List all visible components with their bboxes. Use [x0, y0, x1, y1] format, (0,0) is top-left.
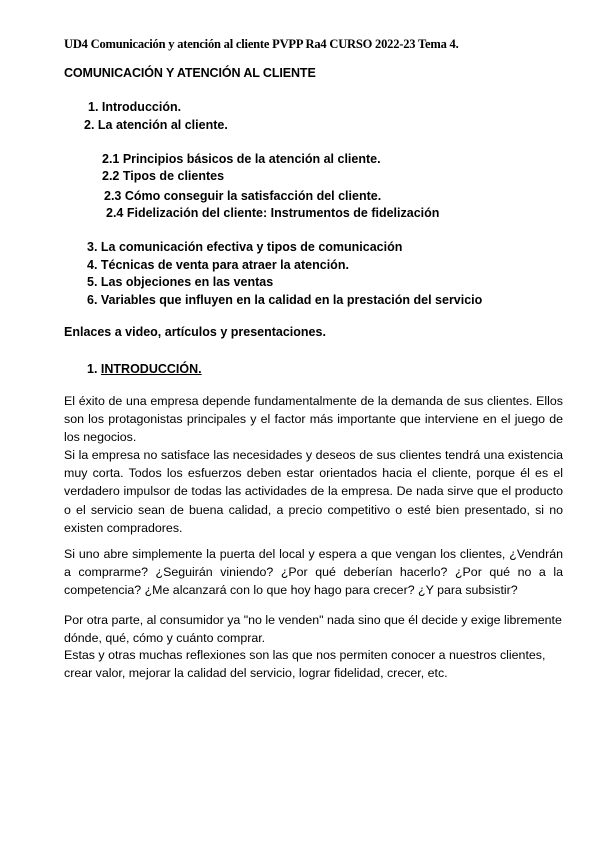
- header-title: UD4 Comunicación y atención al cliente PVPP Ra4 CURSO 2022-23 Tema 4.: [64, 37, 459, 51]
- paragraph-consumidor-line2: dónde, qué, cómo y cuánto comprar.: [64, 631, 266, 645]
- paragraph-consumidor-line1: Por otra parte, al consumidor ya "no le venden" nada sino que él decide y exige libremente: [64, 613, 562, 627]
- section-heading-introduccion: [87, 362, 202, 376]
- toc-item-objeciones: 5. Las objeciones en las ventas: [87, 275, 274, 289]
- paragraph-exito-empresa: El éxito de una empresa depende fundamentalmente de la demanda de sus clientes. Ellos son los protagonistas principales y el factor más importante que interviene en el juego de los negocios.: [64, 394, 563, 445]
- paragraph-preguntas: Si uno abre simplemente la puerta del local y espera a que vengan los clientes, ¿Vendrán a comprarme? ¿Seguirán viniendo? ¿Por qué deberían hacerlo? ¿Por qué no a la competencia? ¿Me alcanzará con lo que hoy hago para crecer? ¿Y para subsistir?: [64, 547, 563, 598]
- paragraph-necesidades: Si la empresa no satisface las necesidades y deseos de sus clientes tendrá una existencia muy corta. Todos los esfuerzos deben estar orientados hacia el cliente, porque él es el verdadero impulsor de todas las actividades de la empresa. De nada sirve que el producto o el servicio sean de buena calidad, a precio competitivo o esté bien presentado, si no existen compradores.: [64, 448, 563, 535]
- toc-subitem-fidelizacion: 2.4 Fidelización del cliente: Instrumentos de fidelización: [106, 206, 440, 220]
- toc-subitem-principios: 2.1 Principios básicos de la atención al cliente.: [102, 152, 381, 166]
- toc-subitem-tipos-clientes: 2.2 Tipos de clientes: [102, 169, 225, 183]
- toc-item-tecnicas-venta: 4. Técnicas de venta para atraer la atención.: [87, 258, 349, 272]
- toc-item-introduccion: 1. Introducción.: [88, 100, 182, 114]
- toc-item-variables-calidad: 6. Variables que influyen en la calidad en la prestación del servicio: [87, 293, 483, 307]
- links-heading: Enlaces a video, artículos y presentaciones.: [64, 325, 326, 339]
- section-number: 1.: [87, 362, 98, 376]
- toc-item-comunicacion: 3. La comunicación efectiva y tipos de comunicación: [87, 240, 403, 254]
- document-title: COMUNICACIÓN Y ATENCIÓN AL CLIENTE: [64, 66, 316, 80]
- paragraph-reflexiones-line2: crear valor, mejorar la calidad del servicio, lograr fidelidad, crecer, etc.: [64, 666, 448, 680]
- toc-item-atencion-cliente: 2. La atención al cliente.: [84, 118, 228, 132]
- section-title: INTRODUCCIÓN.: [100, 362, 202, 376]
- toc-subitem-satisfaccion: 2.3 Cómo conseguir la satisfacción del cliente.: [104, 189, 382, 203]
- paragraph-reflexiones-line1: Estas y otras muchas reflexiones son las que nos permiten conocer a nuestros clientes,: [64, 648, 546, 662]
